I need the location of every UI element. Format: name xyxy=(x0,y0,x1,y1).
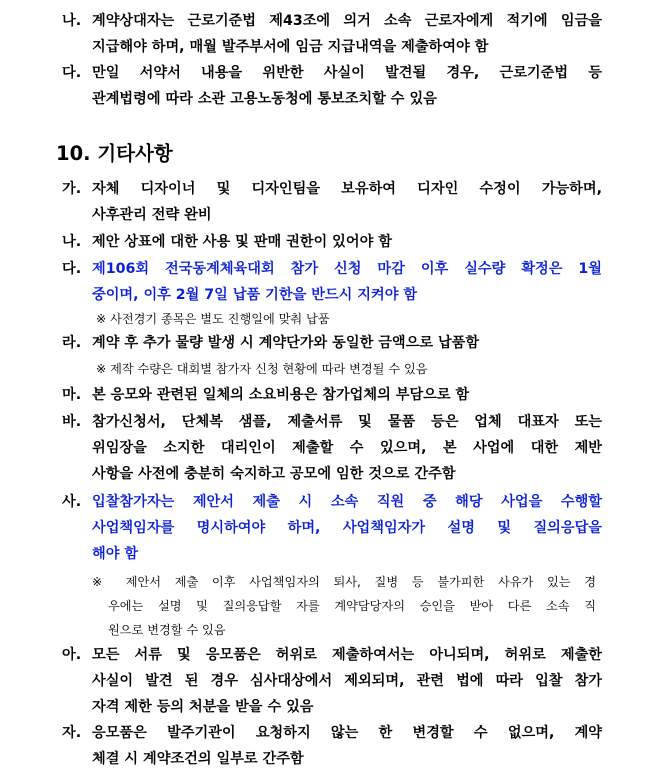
item-marker: 라. xyxy=(62,335,82,351)
list-item xyxy=(62,176,602,228)
note-line: ※ 사전경기 종목은 별도 진행일에 맞춰 납품 xyxy=(96,312,330,326)
list-item xyxy=(62,642,602,720)
note-line: 원으로 변경할 수 있음 xyxy=(108,623,226,637)
item-line: 만일 서약서 내용을 위반한 사실이 발견될 경우, 근로기준법 등 xyxy=(92,65,602,81)
item-marker: 다. xyxy=(62,261,82,277)
item-line: 자격 제한 등의 처분을 받을 수 있음 xyxy=(92,699,314,715)
item-line: 모든 서류 및 응모품은 허위로 제출하여서는 아니되며, 허위로 제출한 xyxy=(92,647,602,663)
item-marker: 다. xyxy=(62,65,82,81)
item-line: 관계법령에 따라 소관 고용노동청에 통보조치할 수 있음 xyxy=(92,91,437,107)
list-item xyxy=(62,489,602,567)
item-line: 본 응모와 관련된 일체의 소요비용은 참가업체의 부담으로 함 xyxy=(92,387,470,403)
item-line: 체결 시 계약조건의 일부로 간주함 xyxy=(92,751,304,767)
list-item xyxy=(62,330,602,356)
item-marker: 나. xyxy=(62,234,82,250)
item-marker: 마. xyxy=(62,387,82,403)
item-marker: 바. xyxy=(62,414,82,430)
list-item xyxy=(62,8,602,60)
item-line: 지급해야 하며, 매월 발주부서에 임금 지급내역을 제출하여야 함 xyxy=(92,39,489,55)
item-line: 제안 상표에 대한 사용 및 판매 권한이 있어야 함 xyxy=(92,234,392,250)
item-marker: 자. xyxy=(62,725,82,741)
item-marker: 나. xyxy=(62,13,82,29)
item-line: 응모품은 발주기관이 요청하지 않는 한 변경할 수 없으며, 계약 xyxy=(92,725,602,741)
list-item xyxy=(62,382,602,408)
item-line: 사실이 발견 된 경우 심사대상에서 제외되며, 관련 법에 따라 입찰 참가 xyxy=(92,673,602,689)
item-line: 자체 디자이너 및 디자인팀을 보유하여 디자인 수정이 가능하며, xyxy=(92,181,602,197)
item-line: 사항을 사전에 충분히 숙지하고 공모에 임한 것으로 간주함 xyxy=(92,466,456,482)
item-line-highlight: 중이며, 이후 2월 7일 납품 기한을 반드시 지켜야 함 xyxy=(92,287,418,303)
item-note xyxy=(96,357,428,381)
item-note xyxy=(92,570,596,642)
item-marker: 가. xyxy=(62,181,82,197)
section-heading: 10. 기타사항 xyxy=(56,142,173,165)
item-line: 사후관리 전략 완비 xyxy=(92,207,212,223)
list-item xyxy=(62,256,602,308)
list-item xyxy=(62,720,602,772)
note-line: 우에는 설명 및 질의응답할 자를 계약담당자의 승인을 받아 다른 소속 직 xyxy=(108,599,596,613)
item-line-highlight: 입찰참가자는 제안서 제출 시 소속 직원 중 해당 사업을 수행할 xyxy=(92,494,602,510)
list-item xyxy=(62,409,602,487)
note-line: ※ 제안서 제출 이후 사업책임자의 퇴사, 질병 등 불가피한 사유가 있는 경 xyxy=(92,575,596,589)
item-line-highlight: 제106회 전국동계체육대회 참가 신청 마감 이후 실수량 확정은 1월 xyxy=(92,261,602,277)
item-line: 계약상대자는 근로기준법 제43조에 의거 소속 근로자에게 적기에 임금을 xyxy=(92,13,602,29)
item-line: 계약 후 추가 물량 발생 시 계약단가와 동일한 금액으로 납품함 xyxy=(92,335,480,351)
item-line-highlight: 사업책임자를 명시하여야 하며, 사업책임자가 설명 및 질의응답을 xyxy=(92,520,602,536)
item-line: 참가신청서, 단체복 샘플, 제출서류 및 물품 등은 업체 대표자 또는 xyxy=(92,414,602,430)
note-line: ※ 제작 수량은 대회별 참가자 신청 현황에 따라 변경될 수 있음 xyxy=(96,362,428,376)
list-item xyxy=(62,60,602,112)
list-item xyxy=(62,229,602,255)
item-marker: 사. xyxy=(62,494,82,510)
item-line: 위임장을 소지한 대리인이 제출할 수 있으며, 본 사업에 대한 제반 xyxy=(92,440,602,456)
item-note xyxy=(96,307,330,331)
item-line-highlight: 해야 함 xyxy=(92,546,139,562)
item-marker: 아. xyxy=(62,647,82,663)
